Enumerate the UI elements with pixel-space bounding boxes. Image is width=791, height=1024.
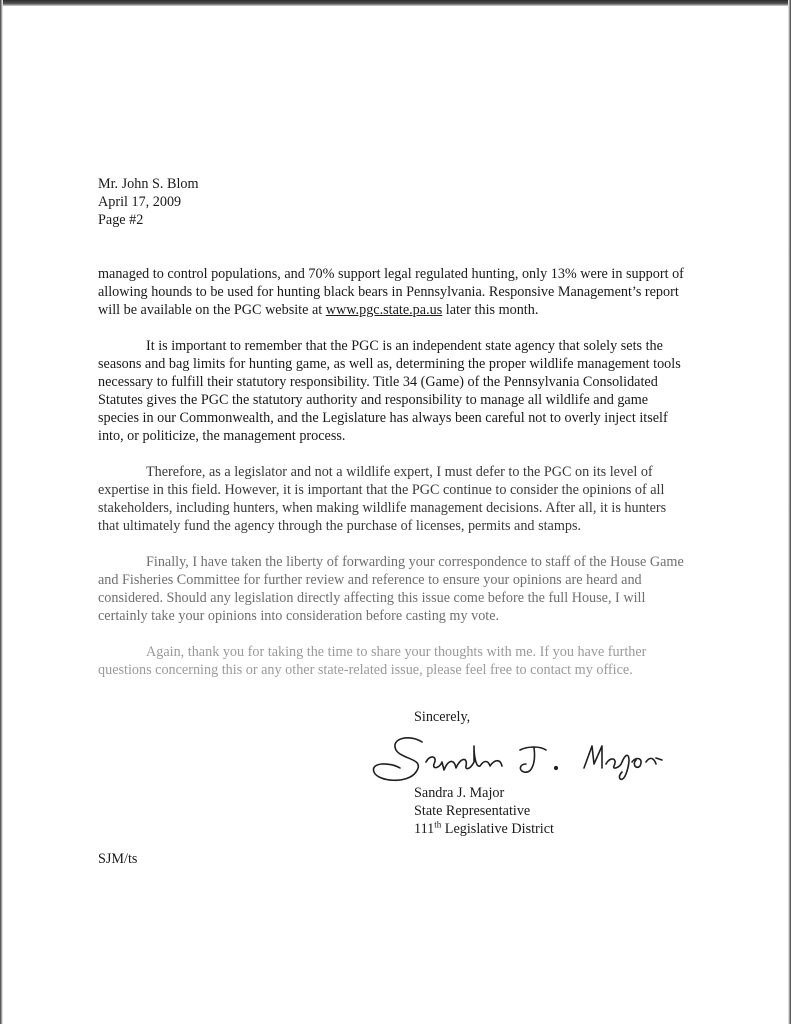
page-number: Page #2 <box>98 212 144 228</box>
paragraph-1 <box>98 265 688 319</box>
signer-district <box>414 820 554 838</box>
paragraph-2: It is important to remember that the PGC is an independent state agency that solely sets the seasons and bag limits for hunting game, as well as, determining the proper wildlife management tools necessary to fulfill their statutory responsibility. Title 34 (Game) of the Pennsylvania Consolidated Statutes gives the PGC the statutory authority and responsibility to manage all wildlife and game species in our Commonwealth, and the Legislature has always been careful not to overly inject itself into, or politicize, the management process. <box>98 338 681 444</box>
district-label: Legislative District <box>441 821 554 837</box>
letter-body <box>98 265 688 697</box>
closing-salutation: Sincerely, <box>414 709 471 725</box>
typist-initials: SJM/ts <box>98 851 138 867</box>
paragraph-3: Therefore, as a legislator and not a wildlife expert, I must defer to the PGC on its level of expertise in this field. However, it is important that the PGC continue to consider the opinions of all stakeholders, including hunters, when making wildlife management decisions. After all, it is hunters that ultimately fund the agency through the purchase of licenses, permits and stamps. <box>98 464 667 534</box>
signer-title: State Representative <box>414 803 531 819</box>
district-number: 111 <box>414 821 435 837</box>
scan-edge-top <box>0 0 791 6</box>
scan-edge-left <box>0 0 3 1024</box>
letter-date: April 17, 2009 <box>98 194 182 210</box>
recipient-name: Mr. John S. Blom <box>98 176 199 192</box>
signer-block <box>414 784 554 838</box>
pgc-website-link[interactable]: www.pgc.state.pa.us <box>325 302 443 318</box>
district-suffix: th <box>434 819 442 830</box>
paragraph-1-tail: later this month. <box>442 302 539 318</box>
handwritten-signature <box>370 728 690 788</box>
paragraph-5: Again, thank you for taking the time to share your thoughts with me. If you have further questions concerning this or any other state-related issue, please feel free to contact my office. <box>98 644 647 678</box>
signer-name: Sandra J. Major <box>414 785 505 801</box>
paragraph-4: Finally, I have taken the liberty of forwarding your correspondence to staff of the House Game and Fisheries Committee for further review and reference to ensure your opinions are heard and considered. Should any legislation directly affecting this issue come before the full House, I will certainly take your opinions into consideration before casting my vote. <box>98 554 684 624</box>
paragraph-1-text: managed to control populations, and 70% support legal regulated hunting, only 13% were in support of allowing hounds to be used for hunting black bears in Pennsylvania. Responsive Management’s report will be available on the PGC website at <box>98 266 684 318</box>
letter-header <box>98 175 199 229</box>
